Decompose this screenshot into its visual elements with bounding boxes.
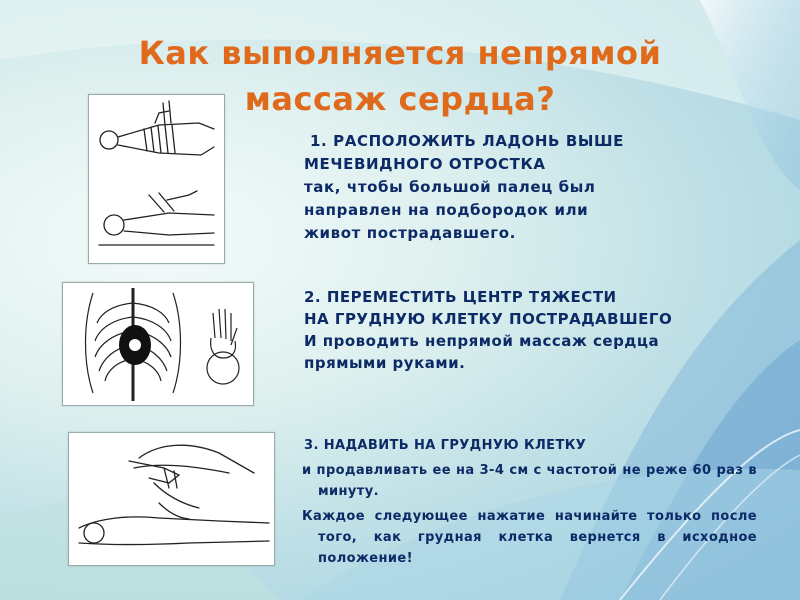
- step-3-paragraph-1: и продавливать ее на 3-4 см с частотой не реже 60 раз в минуту.: [302, 463, 757, 499]
- step-3-heading: 3. НАДАВИТЬ НА ГРУДНУЮ КЛЕТКУ: [304, 438, 587, 453]
- step-1-body-line-2: направлен на подбородок или: [304, 201, 589, 219]
- step-2-heading-line-1: 2. ПЕРЕМЕСТИТЬ ЦЕНТР ТЯЖЕСТИ: [304, 288, 617, 306]
- ribcage-drawing: [63, 283, 253, 405]
- step-2-body-line-1: И проводить непрямой массаж сердца: [304, 332, 660, 350]
- illustration-ribcage-heart: [62, 282, 254, 406]
- step-1-heading-line-1: 1. РАСПОЛОЖИТЬ ЛАДОНЬ ВЫШЕ: [310, 132, 625, 150]
- title-line-2: массаж сердца?: [244, 80, 556, 118]
- compression-drawing: [69, 433, 274, 565]
- step-2-body-line-2: прямыми руками.: [304, 354, 466, 372]
- step-3: [302, 435, 757, 569]
- step-2: [304, 286, 784, 374]
- step-1-body-line-3: живот пострадавшего.: [304, 224, 516, 242]
- step-1: [304, 130, 774, 245]
- title-line-1: Как выполняется непрямой: [138, 34, 662, 72]
- hand-placement-drawing: [89, 95, 224, 263]
- step-2-heading-line-2: НА ГРУДНУЮ КЛЕТКУ ПОСТРАДАВШЕГО: [304, 310, 673, 328]
- illustration-hand-placement: [88, 94, 225, 264]
- step-3-paragraph-2: Каждое следующее нажатие начинайте только после того, как грудная клетка вернется в исходное положение!: [302, 509, 757, 566]
- step-1-body-line-1: так, чтобы большой палец был: [304, 178, 596, 196]
- illustration-chest-compression: [68, 432, 275, 566]
- step-1-heading-line-2: МЕЧЕВИДНОГО ОТРОСТКА: [304, 155, 546, 173]
